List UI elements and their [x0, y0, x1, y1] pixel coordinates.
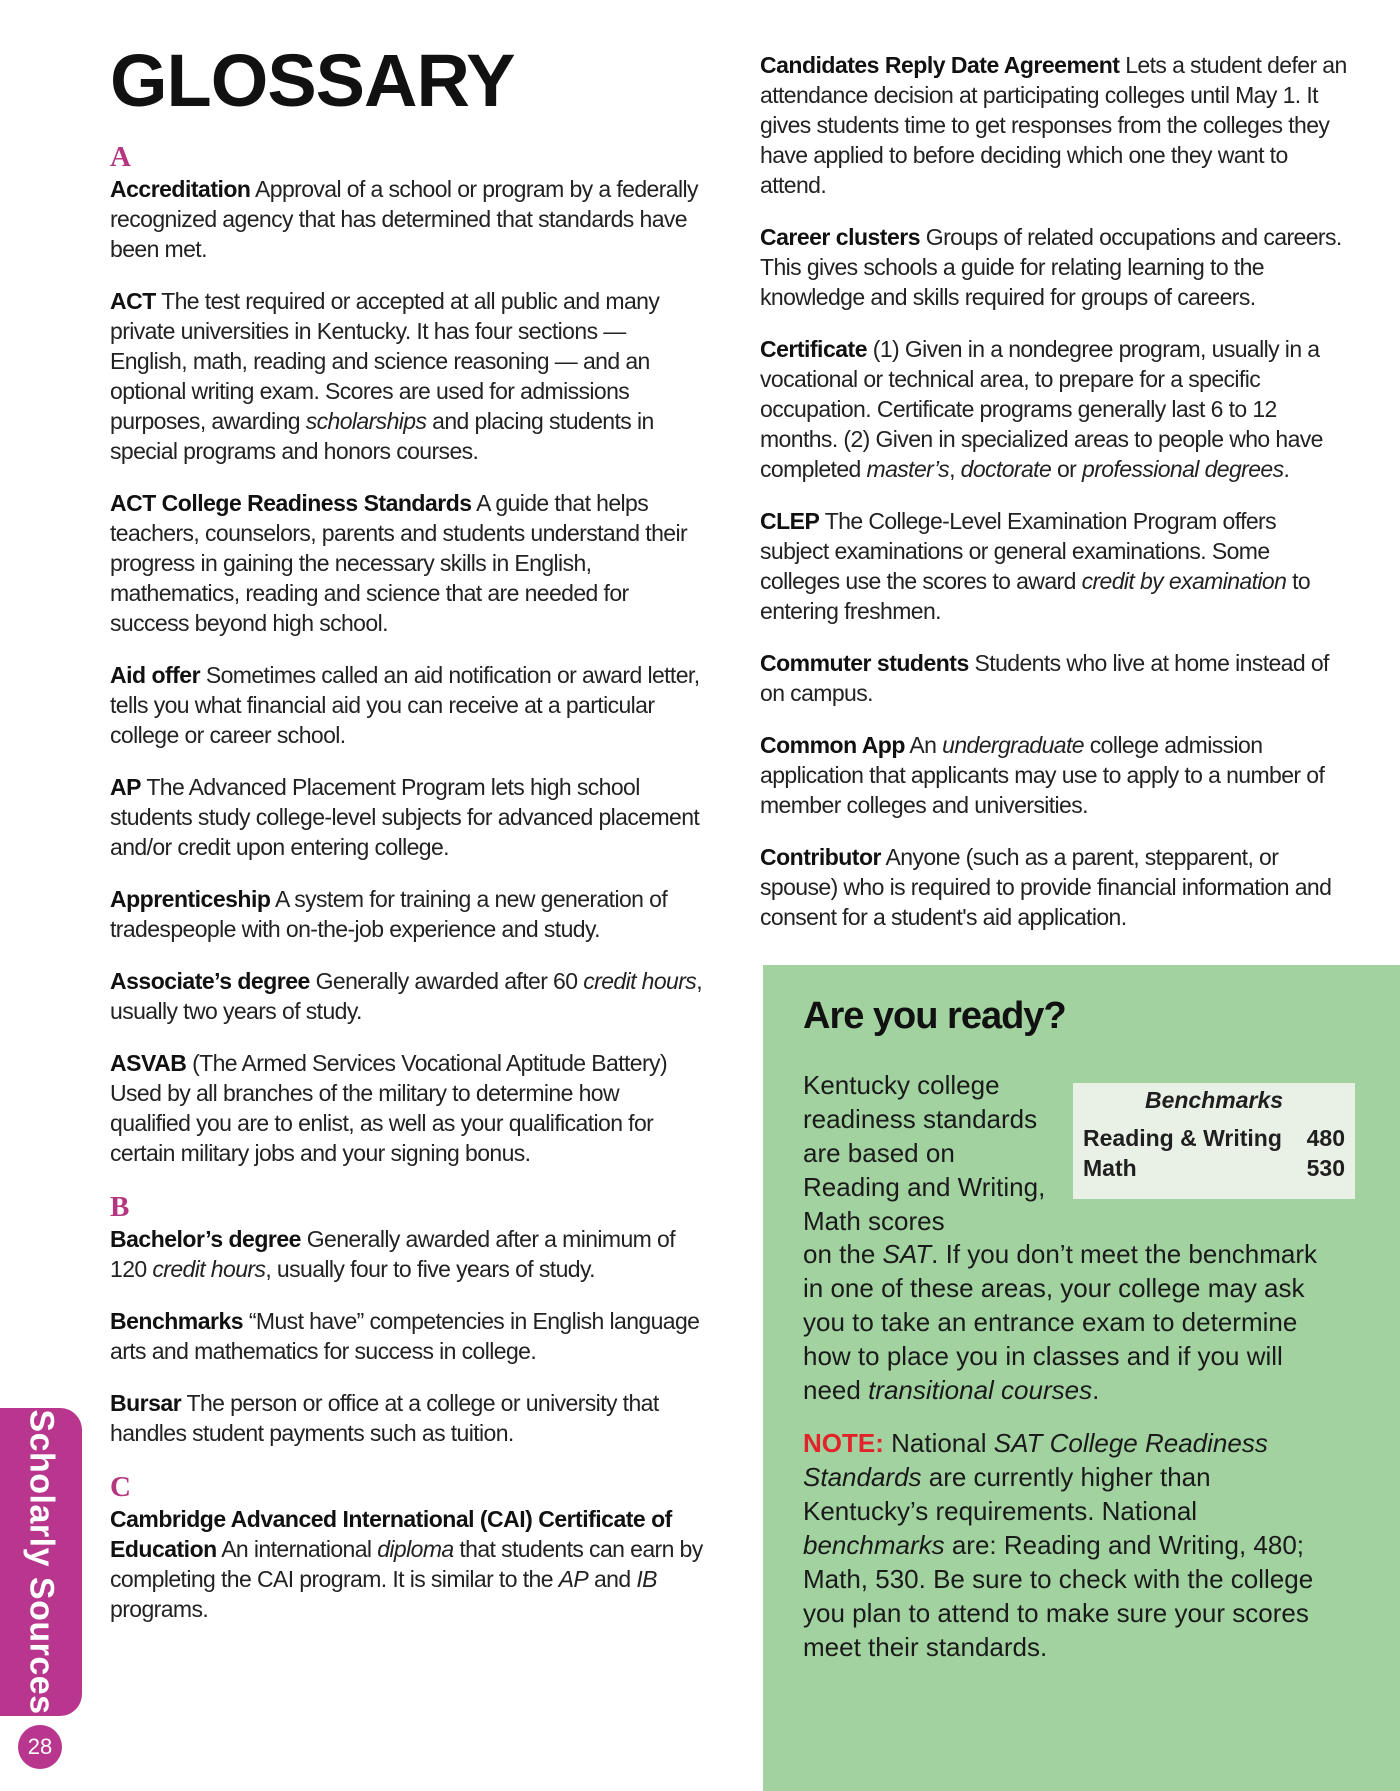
- benchmark-label: Math: [1083, 1155, 1137, 1181]
- term: ACT College Readiness Standards: [110, 490, 472, 516]
- definition-italic: scholarships: [305, 408, 427, 434]
- definition-italic: professional degrees: [1082, 456, 1284, 482]
- term: Bachelor’s degree: [110, 1226, 301, 1252]
- definition: The test required or accepted at all public and many private universities in Kentucky. It has four sections — English, math, reading and science reasoning — and an optional writing exam. Scores are used for admissions purposes, awarding: [110, 288, 660, 434]
- definition-italic: credit hours: [583, 968, 697, 994]
- entry-ap: [110, 772, 705, 862]
- glossary-column-left: [110, 140, 705, 1646]
- term: Cambridge Advanced International (CAI) Certificate of Education: [110, 1506, 672, 1562]
- page-title: GLOSSARY: [110, 39, 515, 122]
- section-letter-a: A: [110, 141, 131, 173]
- note-italic: benchmarks: [803, 1530, 945, 1560]
- term: ASVAB: [110, 1050, 187, 1076]
- definition: “Must have” competencies in English language arts and mathematics for success in college.: [110, 1308, 700, 1364]
- entry-asvab: [110, 1048, 705, 1168]
- benchmark-value: 480: [1306, 1125, 1345, 1151]
- term: Commuter students: [760, 650, 969, 676]
- term: Certificate: [760, 336, 867, 362]
- ready-intro: Kentucky college readiness standards are based on Reading and Writing, Math scores: [803, 1070, 1046, 1236]
- entry-bachelors-degree: [110, 1224, 705, 1284]
- definition-italic: credit hours: [152, 1256, 266, 1282]
- entry-career-clusters: [760, 222, 1350, 312]
- benchmark-row: [1083, 1125, 1345, 1152]
- entry-clep: [760, 506, 1350, 626]
- definition: , usually two years of study.: [110, 968, 702, 1024]
- definition: Groups of related occupations and careers. This gives schools a guide for relating learning to the knowledge and skills required for groups of careers.: [760, 224, 1342, 310]
- definition: and placing students in special programs and honors courses.: [110, 408, 654, 464]
- ready-body-text: on the: [803, 1239, 883, 1269]
- benchmark-row: [1083, 1155, 1345, 1182]
- benchmarks-card-title: Benchmarks: [1144, 1087, 1284, 1113]
- definition: (1) Given in a nondegree program, usually in a vocational or technical area, to prepare for a specific occupation. Certificate programs generally last 6 to 12 months. (2) Given in specialized areas to people who have completed: [760, 336, 1323, 482]
- definition: Students who live at home instead of on campus.: [760, 650, 1329, 706]
- definition: An: [904, 732, 943, 758]
- entry-certificate: [760, 334, 1350, 484]
- section-letter-c: C: [110, 1471, 131, 1503]
- definition: The College-Level Examination Program offers subject examinations or general examinations. Some colleges use the scores to award: [760, 508, 1277, 594]
- definition: Generally awarded after a minimum of 120: [110, 1226, 676, 1282]
- definition: (The Armed Services Vocational Aptitude Battery) Used by all branches of the military to determine how qualified you are to enlist, as well as your qualification for certain military jobs and your signing bonus.: [110, 1050, 668, 1166]
- ready-note: [803, 1426, 1333, 1664]
- definition: programs.: [110, 1596, 209, 1622]
- benchmark-label: Reading & Writing: [1083, 1125, 1282, 1151]
- definition: Anyone (such as a parent, stepparent, or spouse) who is required to provide financial information and consent for a student's aid application.: [760, 844, 1332, 930]
- term: Benchmarks: [110, 1308, 244, 1334]
- note-text: are currently higher than Kentucky’s requirements. National: [803, 1462, 1211, 1526]
- definition: and: [588, 1566, 637, 1592]
- definition: , usually four to five years of study.: [265, 1256, 595, 1282]
- entry-aid-offer: [110, 660, 705, 750]
- definition: The person or office at a college or university that handles student payments such as tuition.: [110, 1390, 659, 1446]
- entry-accreditation: [110, 174, 705, 264]
- term: Aid offer: [110, 662, 201, 688]
- term: Bursar: [110, 1390, 182, 1416]
- section-tab-label: Scholarly Sources: [22, 1409, 61, 1715]
- note-text: National: [883, 1428, 994, 1458]
- entry-act-college-readiness: [110, 488, 705, 638]
- definition-italic: doctorate: [960, 456, 1052, 482]
- definition-italic: diploma: [377, 1536, 454, 1562]
- definition: .: [1283, 456, 1290, 482]
- definition-italic: undergraduate: [942, 732, 1084, 758]
- entry-contributor: [760, 842, 1350, 932]
- entry-apprenticeship: [110, 884, 705, 944]
- entry-candidates-reply-date: [760, 50, 1350, 200]
- term: Apprenticeship: [110, 886, 271, 912]
- definition: to entering freshmen.: [760, 568, 1311, 624]
- ready-body-italic: SAT: [882, 1239, 932, 1269]
- entry-commuter-students: [760, 648, 1350, 708]
- definition-italic: AP: [558, 1566, 589, 1592]
- definition: Lets a student defer an attendance decision at participating colleges until May 1. It gives students time to get responses from the colleges they have applied to before deciding which one they want to attend.: [760, 52, 1347, 198]
- definition: The Advanced Placement Program lets high school students study college-level subjects for advanced placement and/or credit upon entering college.: [110, 774, 700, 860]
- definition: college admission application that applicants may use to apply to a number of member colleges and universities.: [760, 732, 1325, 818]
- term: ACT: [110, 288, 156, 314]
- ready-body-text: . If you don’t meet the benchmark in one of these areas, your college may ask you to take an entrance exam to determine how to place you in classes and if you will need: [803, 1239, 1318, 1405]
- term: Career clusters: [760, 224, 920, 250]
- benchmarks-card: [1073, 1083, 1355, 1199]
- term: AP: [110, 774, 141, 800]
- term: Common App: [760, 732, 905, 758]
- benchmark-value: 530: [1306, 1155, 1345, 1181]
- definition-italic: IB: [636, 1566, 657, 1592]
- entry-cambridge-cai: [110, 1504, 705, 1624]
- ready-body-italic: transitional courses: [868, 1375, 1093, 1405]
- page-number: 28: [18, 1725, 62, 1769]
- definition-italic: master’s: [866, 456, 950, 482]
- definition-italic: credit by examination: [1081, 568, 1287, 594]
- ready-body: [803, 1237, 1333, 1407]
- entry-benchmarks: [110, 1306, 705, 1366]
- term: Contributor: [760, 844, 881, 870]
- definition: or: [1051, 456, 1082, 482]
- ready-body-text: .: [1092, 1375, 1100, 1405]
- definition: A guide that helps teachers, counselors, parents and students understand their progress in gaining the necessary skills in English, mathematics, reading and science that are needed for success beyond high school.: [110, 490, 688, 636]
- term: Accreditation: [110, 176, 251, 202]
- definition: Generally awarded after 60: [309, 968, 584, 994]
- ready-heading: Are you ready?: [803, 995, 1066, 1037]
- note-text: are: Reading and Writing, 480; Math, 530. Be sure to check with the college you plan to attend to make sure your scores meet their standards.: [803, 1530, 1314, 1662]
- note-italic: SAT College Readiness Standards: [803, 1428, 1268, 1492]
- section-tab: [0, 1408, 82, 1716]
- term: Associate’s degree: [110, 968, 310, 994]
- definition: A system for training a new generation of tradespeople with on-the-job experience and study.: [110, 886, 668, 942]
- glossary-column-right: [760, 50, 1350, 954]
- definition: An international: [216, 1536, 378, 1562]
- definition: Sometimes called an aid notification or award letter, tells you what financial aid you can receive at a particular college or career school.: [110, 662, 700, 748]
- entry-common-app: [760, 730, 1350, 820]
- definition: Approval of a school or program by a federally recognized agency that has determined that standards have been met.: [110, 176, 698, 262]
- entry-act: [110, 286, 705, 466]
- entry-bursar: [110, 1388, 705, 1448]
- note-label: NOTE:: [803, 1428, 884, 1458]
- section-letter-b: B: [110, 1191, 130, 1223]
- term: CLEP: [760, 508, 820, 534]
- entry-associates-degree: [110, 966, 705, 1026]
- definition: that students can earn by completing the CAI program. It is similar to the: [110, 1536, 703, 1592]
- term: Candidates Reply Date Agreement: [760, 52, 1120, 78]
- definition: ,: [949, 456, 961, 482]
